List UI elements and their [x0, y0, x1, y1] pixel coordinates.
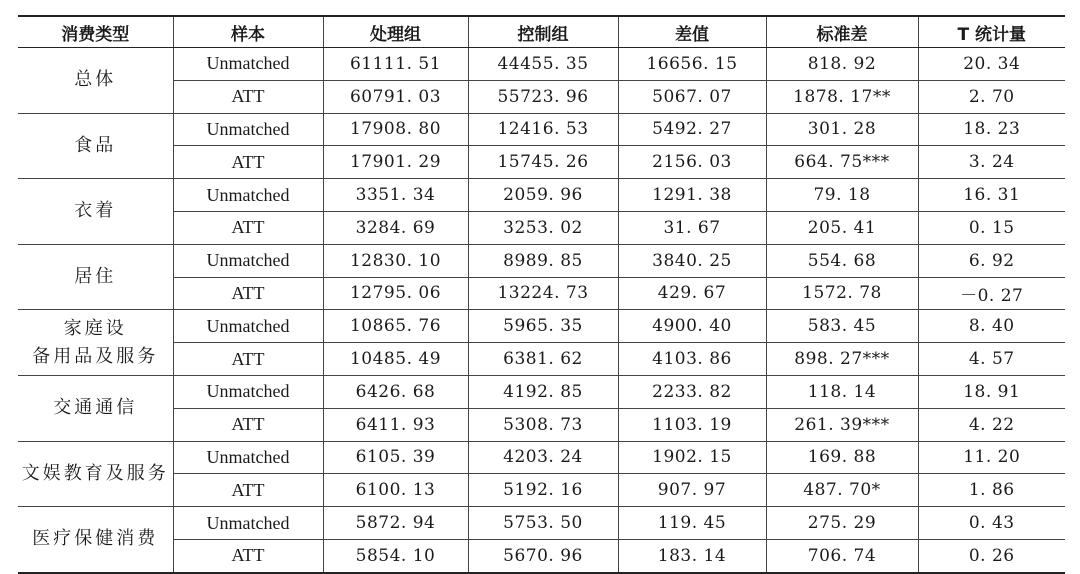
cell-category	[18, 310, 173, 376]
cell-category	[18, 375, 173, 441]
table-row	[18, 539, 1065, 572]
header-sample: 样本	[173, 16, 323, 48]
cell-std-error: 275. 29	[766, 507, 918, 540]
category-label-line: 居住	[74, 266, 117, 288]
cell-std-error: 1572. 78	[766, 277, 918, 310]
table-row	[18, 474, 1065, 507]
cell-t-stat: 4. 57	[918, 343, 1065, 376]
cell-t-stat: 4. 22	[918, 408, 1065, 441]
cell-treated: 5872. 94	[323, 507, 468, 540]
table-row	[18, 179, 1065, 212]
cell-std-error: 664. 75***	[766, 146, 918, 179]
header-difference: 差值	[618, 16, 766, 48]
cell-std-error: 79. 18	[766, 179, 918, 212]
cell-treated: 10865. 76	[323, 310, 468, 343]
category-label-line: 总体	[74, 69, 117, 91]
cell-treated: 10485. 49	[323, 343, 468, 376]
table-row	[18, 310, 1065, 343]
cell-t-stat: 18. 91	[918, 375, 1065, 408]
cell-std-error: 487. 70*	[766, 474, 918, 507]
cell-treated: 60791. 03	[323, 80, 468, 113]
cell-sample: Unmatched	[173, 310, 323, 343]
cell-std-error: 554. 68	[766, 244, 918, 277]
cell-category	[18, 244, 173, 310]
cell-sample: Unmatched	[173, 113, 323, 146]
cell-control: 13224. 73	[468, 277, 618, 310]
cell-control: 8989. 85	[468, 244, 618, 277]
cell-t-stat: －0. 27	[918, 277, 1065, 310]
cell-sample: ATT	[173, 474, 323, 507]
cell-sample: Unmatched	[173, 244, 323, 277]
cell-category	[18, 441, 173, 507]
cell-difference: 183. 14	[618, 539, 766, 572]
cell-t-stat: 1. 86	[918, 474, 1065, 507]
cell-category	[18, 48, 173, 114]
cell-std-error: 169. 88	[766, 441, 918, 474]
cell-control: 2059. 96	[468, 179, 618, 212]
cell-control: 4203. 24	[468, 441, 618, 474]
table-row	[18, 211, 1065, 244]
cell-std-error: 898. 27***	[766, 343, 918, 376]
cell-difference: 2156. 03	[618, 146, 766, 179]
table-row	[18, 408, 1065, 441]
cell-difference: 31. 67	[618, 211, 766, 244]
cell-sample: Unmatched	[173, 179, 323, 212]
cell-std-error: 261. 39***	[766, 408, 918, 441]
cell-difference: 2233. 82	[618, 375, 766, 408]
header-t-stat: T 统计量	[918, 16, 1065, 48]
cell-difference: 907. 97	[618, 474, 766, 507]
cell-difference: 1103. 19	[618, 408, 766, 441]
cell-control: 44455. 35	[468, 48, 618, 81]
cell-t-stat: 8. 40	[918, 310, 1065, 343]
cell-treated: 6105. 39	[323, 441, 468, 474]
cell-control: 3253. 02	[468, 211, 618, 244]
header-category: 消费类型	[18, 16, 173, 48]
cell-std-error: 818. 92	[766, 48, 918, 81]
category-label-line: 交通通信	[53, 397, 138, 419]
cell-t-stat: 11. 20	[918, 441, 1065, 474]
cell-control: 5670. 96	[468, 539, 618, 572]
cell-std-error: 1878. 17**	[766, 80, 918, 113]
cell-t-stat: 0. 43	[918, 507, 1065, 540]
table-row	[18, 277, 1065, 310]
cell-t-stat: 20. 34	[918, 48, 1065, 81]
cell-treated: 17901. 29	[323, 146, 468, 179]
cell-category	[18, 179, 173, 245]
cell-sample: ATT	[173, 408, 323, 441]
cell-control: 12416. 53	[468, 113, 618, 146]
cell-std-error: 583. 45	[766, 310, 918, 343]
cell-treated: 3284. 69	[323, 211, 468, 244]
results-table-container	[18, 15, 1065, 574]
table-row	[18, 80, 1065, 113]
table-row	[18, 507, 1065, 540]
cell-treated: 12795. 06	[323, 277, 468, 310]
table-body	[18, 48, 1065, 573]
cell-treated: 61111. 51	[323, 48, 468, 81]
table-row	[18, 48, 1065, 81]
cell-sample: Unmatched	[173, 441, 323, 474]
cell-difference: 429. 67	[618, 277, 766, 310]
table-row	[18, 343, 1065, 376]
table-row	[18, 375, 1065, 408]
cell-treated: 12830. 10	[323, 244, 468, 277]
cell-control: 5192. 16	[468, 474, 618, 507]
cell-t-stat: 16. 31	[918, 179, 1065, 212]
cell-std-error: 301. 28	[766, 113, 918, 146]
cell-treated: 6411. 93	[323, 408, 468, 441]
cell-sample: ATT	[173, 80, 323, 113]
cell-difference: 119. 45	[618, 507, 766, 540]
cell-difference: 3840. 25	[618, 244, 766, 277]
cell-std-error: 706. 74	[766, 539, 918, 572]
cell-sample: ATT	[173, 277, 323, 310]
table-row	[18, 146, 1065, 179]
category-label-line: 食品	[74, 134, 117, 156]
cell-treated: 5854. 10	[323, 539, 468, 572]
header-std-error: 标准差	[766, 16, 918, 48]
cell-difference: 1291. 38	[618, 179, 766, 212]
table-row	[18, 113, 1065, 146]
header-control: 控制组	[468, 16, 618, 48]
cell-difference: 16656. 15	[618, 48, 766, 81]
cell-sample: ATT	[173, 343, 323, 376]
cell-control: 4192. 85	[468, 375, 618, 408]
cell-control: 15745. 26	[468, 146, 618, 179]
cell-t-stat: 0. 26	[918, 539, 1065, 572]
cell-sample: Unmatched	[173, 48, 323, 81]
cell-difference: 4103. 86	[618, 343, 766, 376]
cell-category	[18, 113, 173, 179]
cell-category	[18, 507, 173, 573]
category-label-line: 备用品及服务	[32, 345, 159, 367]
category-label-line: 医疗保健消费	[32, 528, 159, 550]
header-row	[18, 16, 1065, 48]
cell-control: 55723. 96	[468, 80, 618, 113]
cell-control: 5965. 35	[468, 310, 618, 343]
cell-t-stat: 6. 92	[918, 244, 1065, 277]
header-treated: 处理组	[323, 16, 468, 48]
cell-control: 5753. 50	[468, 507, 618, 540]
category-label-line: 家庭设	[63, 317, 127, 339]
cell-std-error: 118. 14	[766, 375, 918, 408]
category-label-line: 文娱教育及服务	[21, 462, 169, 484]
cell-treated: 6100. 13	[323, 474, 468, 507]
cell-t-stat: 3. 24	[918, 146, 1065, 179]
cell-sample: ATT	[173, 539, 323, 572]
cell-sample: Unmatched	[173, 375, 323, 408]
cell-sample: Unmatched	[173, 507, 323, 540]
cell-t-stat: 0. 15	[918, 211, 1065, 244]
cell-t-stat: 18. 23	[918, 113, 1065, 146]
table-row	[18, 244, 1065, 277]
cell-std-error: 205. 41	[766, 211, 918, 244]
table-row	[18, 441, 1065, 474]
cell-control: 6381. 62	[468, 343, 618, 376]
cell-difference: 4900. 40	[618, 310, 766, 343]
cell-treated: 17908. 80	[323, 113, 468, 146]
cell-treated: 6426. 68	[323, 375, 468, 408]
cell-control: 5308. 73	[468, 408, 618, 441]
cell-difference: 5492. 27	[618, 113, 766, 146]
cell-difference: 1902. 15	[618, 441, 766, 474]
cell-sample: ATT	[173, 146, 323, 179]
cell-treated: 3351. 34	[323, 179, 468, 212]
cell-difference: 5067. 07	[618, 80, 766, 113]
psm-results-table	[18, 15, 1065, 574]
category-label-line: 衣着	[74, 200, 117, 222]
cell-t-stat: 2. 70	[918, 80, 1065, 113]
cell-sample: ATT	[173, 211, 323, 244]
